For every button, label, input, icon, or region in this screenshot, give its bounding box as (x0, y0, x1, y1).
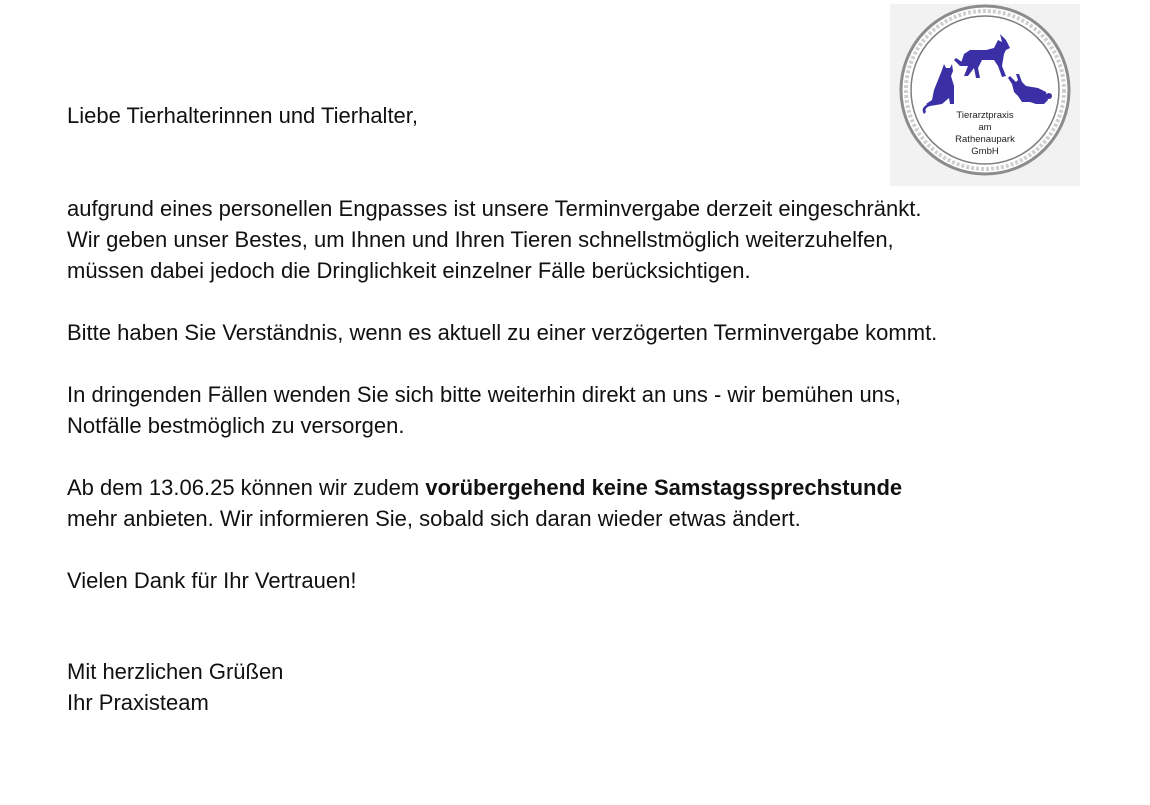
paragraph-4-line-1 (67, 472, 1087, 503)
paragraph-4-line-2: mehr anbieten. Wir informieren Sie, sobald sich daran wieder etwas ändert. (67, 506, 801, 531)
greeting: Liebe Tierhalterinnen und Tierhalter, (67, 103, 419, 128)
paragraph-1-line-1: aufgrund eines personellen Engpasses ist unsere Terminvergabe derzeit eingeschränkt. (67, 196, 922, 221)
logo-name-line-2: am (978, 122, 992, 133)
paragraph-1-line-3: müssen dabei jedoch die Dringlichkeit einzelner Fälle berücksichtigen. (67, 258, 751, 283)
thanks-line: Vielen Dank für Ihr Vertrauen! (67, 568, 357, 593)
letter-body (67, 100, 1087, 718)
paragraph-3-line-1: In dringenden Fällen wenden Sie sich bitte weiterhin direkt an uns - wir bemühen uns, (67, 382, 902, 407)
closing-line: Mit herzlichen Grüßen (67, 659, 284, 684)
logo-name-line-3: Rathenaupark (955, 134, 1015, 145)
logo-name-line-1: Tierarztpraxis (956, 110, 1014, 121)
paragraph-4-emphasis: vorübergehend keine Samstagssprechstunde (425, 475, 903, 500)
paragraph-2: Bitte haben Sie Verständnis, wenn es aktuell zu einer verzögerten Terminvergabe kommt. (67, 320, 938, 345)
paragraph-3-line-2: Notfälle bestmöglich zu versorgen. (67, 413, 405, 438)
logo-name-line-4: GmbH (971, 146, 999, 157)
paragraph-1-line-2: Wir geben unser Bestes, um Ihnen und Ihren Tieren schnellstmöglich weiterzuhelfen, (67, 227, 894, 252)
signature-line: Ihr Praxisteam (67, 690, 209, 715)
paragraph-4-prefix: Ab dem 13.06.25 können wir zudem (67, 475, 426, 500)
